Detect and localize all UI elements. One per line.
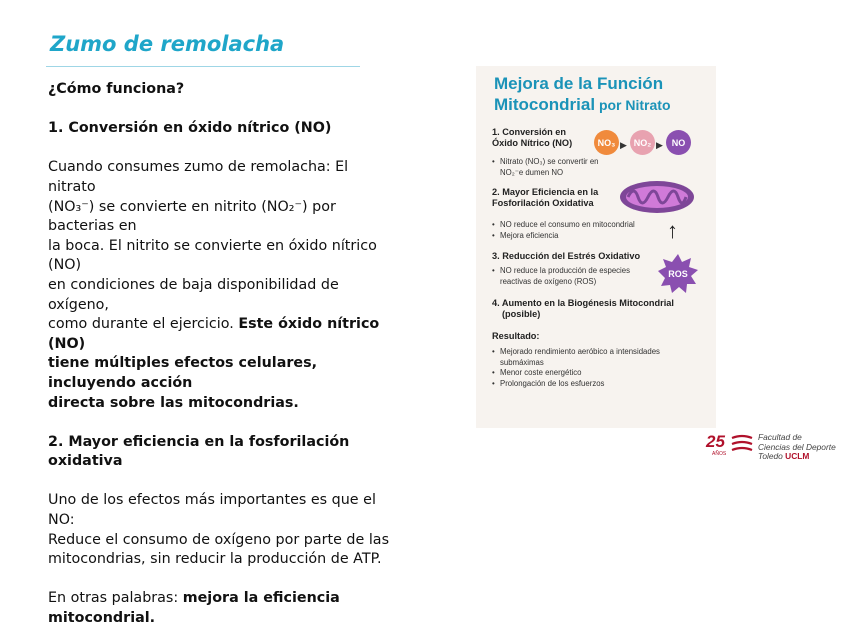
- anniversary-label: AÑOS: [712, 451, 727, 457]
- bullet-line: [492, 157, 599, 168]
- bullet-dot-icon: •: [492, 157, 495, 166]
- paragraph-2-line: mitocondrias, sin reducir la producción de ATP.: [48, 551, 382, 568]
- slide-title: Zumo de remolacha: [50, 32, 285, 56]
- result-bullets: [492, 347, 660, 389]
- bullet-dot-icon: •: [492, 220, 495, 229]
- paragraph-2-line: Uno de los efectos más importantes es que el NO:: [48, 492, 376, 529]
- step-2-heading-line: Fosforilación Oxidativa: [492, 198, 594, 208]
- slide-body: [48, 80, 398, 629]
- mitochondrion-icon: [618, 179, 696, 215]
- step-1-heading: [492, 127, 572, 149]
- bullet-dot-icon: •: [492, 368, 495, 377]
- ros-burst-icon: [658, 254, 698, 294]
- bullet-text: submáximas: [500, 357, 544, 367]
- paragraph-2-line: Reduce el consumo de oxígeno por parte de las: [48, 531, 390, 548]
- bullet-line: [492, 379, 660, 390]
- paragraph-1-line: [48, 315, 398, 354]
- infographic-title-main: Mitocondrial: [494, 95, 596, 114]
- infographic-title-line1: Mejora de la Función: [494, 74, 664, 93]
- paragraph-1-emphasis: Este óxido nítrico (NO): [48, 316, 380, 352]
- paragraph-1-line: Cuando consumes zumo de remolacha: El nitrato: [48, 159, 349, 195]
- faculty-line: Facultad de: [758, 432, 802, 442]
- bullet-text: Mejorado rendimiento aeróbico a intensidades: [500, 347, 660, 356]
- infographic-title-line2: [494, 95, 671, 115]
- step-4-heading-line: 4. Aumento en la Biogénesis Mitocondrial: [492, 298, 674, 308]
- bullet-line: [492, 358, 660, 369]
- paragraph-1-emphasis-line: directa sobre las mitocondrias.: [48, 394, 299, 411]
- faculty-logo: [706, 432, 846, 464]
- paragraph-3-emphasis: mejora la eficiencia mitocondrial.: [48, 590, 340, 627]
- paragraph-1-line: (NO₃⁻) se convierte en nitrito (NO₂⁻) por bacterias en: [48, 198, 336, 235]
- bullet-line: [492, 368, 660, 379]
- nitrate-circle: NO₃: [594, 130, 619, 155]
- faculty-line: [758, 452, 836, 462]
- bullet-text: reactivas de oxígeno (ROS): [500, 276, 597, 286]
- arrow-right-icon: ▶: [620, 140, 627, 150]
- step-3-bullet: [492, 266, 630, 287]
- bullet-dot-icon: •: [492, 378, 495, 388]
- bullet-text: Mejora eficiencia: [500, 230, 559, 240]
- anniversary-number: 25: [706, 432, 725, 451]
- ros-label: ROS: [668, 269, 688, 279]
- result-heading: Resultado:: [492, 331, 540, 341]
- step-1-bullet: [492, 157, 599, 178]
- step-2-bullets: [492, 220, 635, 241]
- title-underline: [46, 66, 360, 67]
- step-4-heading: [492, 298, 674, 320]
- paragraph-1-emphasis-line: tiene múltiples efectos celulares, incluyendo acción: [48, 355, 318, 391]
- step-2-heading-line: 2. Mayor Eficiencia en la: [492, 187, 599, 197]
- stripes-icon: [730, 434, 754, 456]
- bullet-line: [492, 220, 635, 231]
- bullet-line: [492, 266, 630, 277]
- section-2-heading: 2. Mayor eficiencia en la fosforilación oxidativa: [48, 433, 350, 470]
- paragraph-3: [48, 589, 398, 628]
- faculty-line: Ciencias del Deporte: [758, 441, 836, 452]
- bullet-text: Nitrato (NO₃) se convertir en: [500, 157, 599, 166]
- question-heading: ¿Cómo funciona?: [48, 81, 185, 97]
- bullet-line: [492, 347, 660, 358]
- step-2-heading: [492, 187, 598, 209]
- infographic-title-small: por Nitrato: [595, 97, 671, 113]
- paragraph-1-line: en condiciones de baja disponibilidad de oxígeno,: [48, 276, 339, 313]
- bullet-line: [492, 277, 630, 288]
- bullet-text: Menor coste energético: [500, 368, 582, 377]
- step-1-heading-line: 1. Conversión en: [492, 127, 567, 137]
- step-1-heading-line: Óxido Nítrico (NO): [492, 138, 573, 148]
- bullet-dot-icon: •: [492, 347, 495, 356]
- nitrate-infographic: [476, 66, 716, 428]
- bullet-dot-icon: •: [492, 266, 495, 275]
- paragraph-3-text: En otras palabras:: [48, 590, 183, 607]
- arrow-up-icon: ↑: [667, 218, 678, 243]
- bullet-text: NO reduce el consumo en mitocondrial: [500, 220, 635, 229]
- university-acronym: UCLM: [785, 451, 810, 461]
- paragraph-1-text: como durante el ejercicio.: [48, 316, 239, 333]
- nitrite-circle: NO₂: [630, 130, 655, 155]
- nitric-oxide-circle: NO: [666, 130, 691, 155]
- bullet-text: NO₂⁻e dumen NO: [500, 167, 564, 177]
- step-4-heading-line: (posible): [502, 309, 541, 319]
- faculty-name: [758, 433, 836, 462]
- bullet-text: Prolongación de los esfuerzos: [500, 378, 605, 388]
- step-3-heading: 3. Reducción del Estrés Oxidativo: [492, 251, 641, 261]
- section-1-heading: 1. Conversión en óxido nítrico (NO): [48, 120, 332, 137]
- bullet-line: [492, 231, 635, 242]
- bullet-line: [492, 168, 599, 179]
- faculty-city: Toledo: [758, 451, 786, 461]
- paragraph-1-line: la boca. El nitrito se convierte en óxido nítrico (NO): [48, 237, 377, 274]
- bullet-dot-icon: •: [492, 230, 495, 240]
- arrow-right-icon: ▶: [656, 140, 663, 150]
- bullet-text: NO reduce la producción de especies: [500, 266, 631, 275]
